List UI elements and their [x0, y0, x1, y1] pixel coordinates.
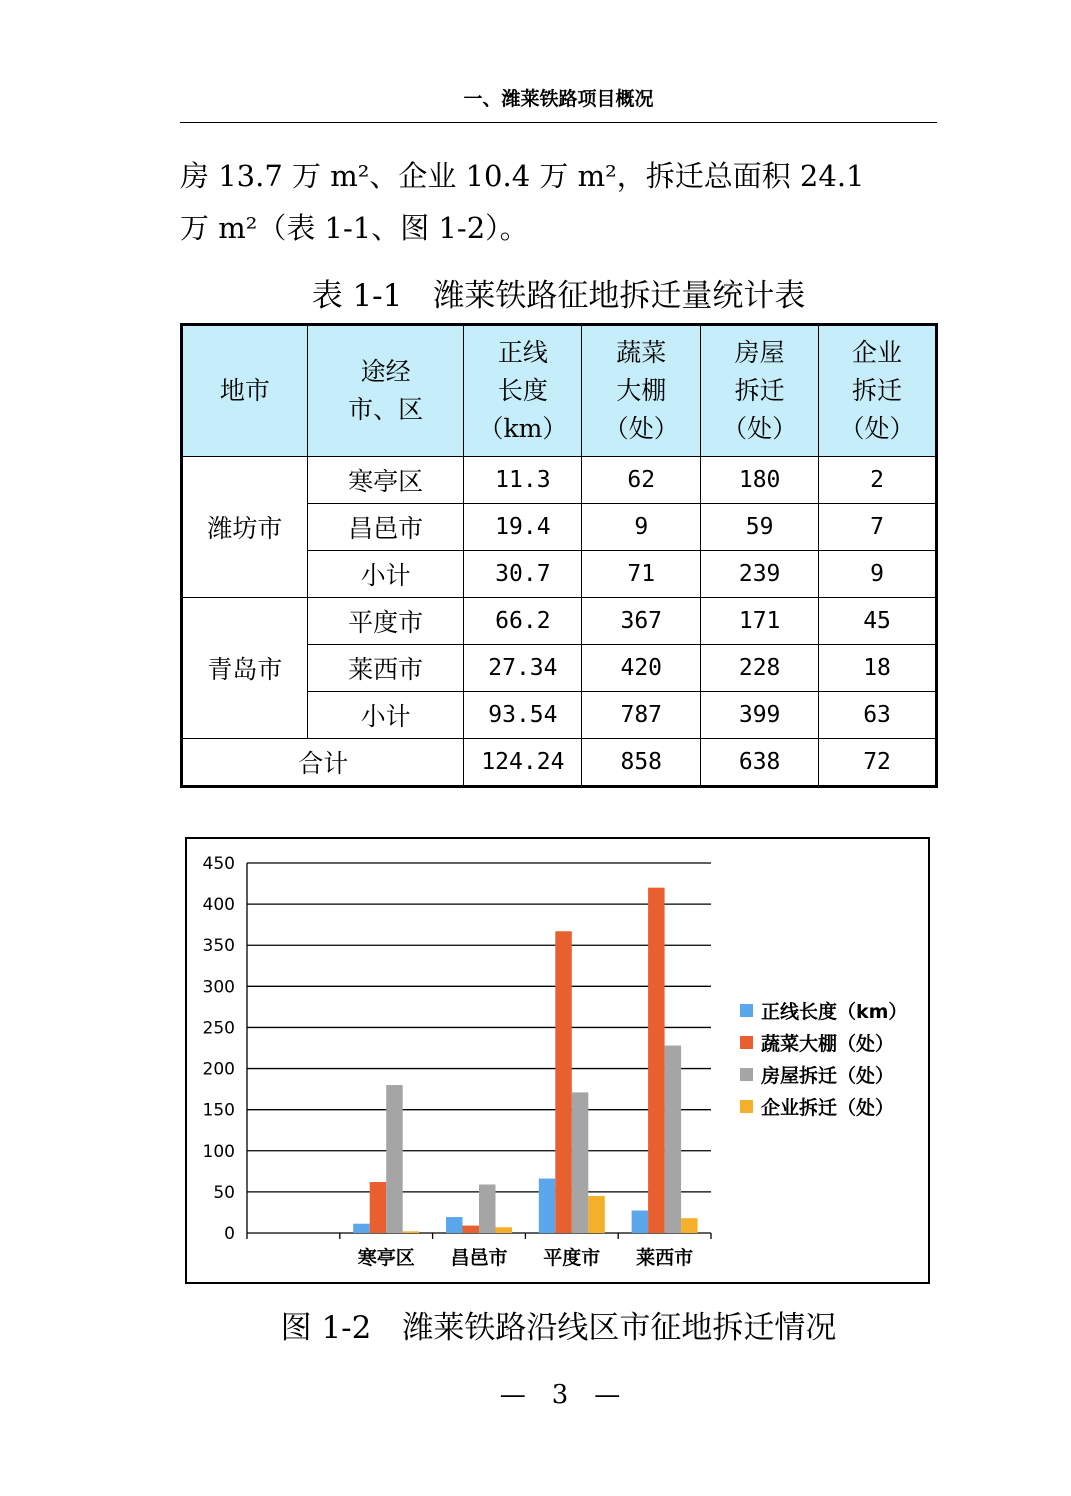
total-cell: 124.24 — [464, 739, 582, 787]
table-cell: 66.2 — [464, 598, 582, 645]
paragraph-line-2: 万 m²（表 1-1、图 1-2）。 — [180, 211, 529, 245]
header-cell: 企业 拆迁 （处） — [819, 325, 937, 457]
bar — [386, 1085, 403, 1233]
body-paragraph — [180, 150, 940, 254]
paragraph-line-1: 房 13.7 万 m²、企业 10.4 万 m²，拆迁总面积 24.1 — [180, 159, 865, 193]
table-cell: 63 — [819, 692, 937, 739]
x-tick-label: 寒亭区 — [357, 1247, 415, 1269]
city-cell: 潍坊市 — [182, 457, 308, 598]
table-cell: 19.4 — [464, 504, 582, 551]
table-cell: 171 — [701, 598, 819, 645]
stats-table — [180, 323, 938, 788]
y-tick-label: 400 — [202, 895, 235, 916]
y-tick-label: 150 — [202, 1100, 235, 1121]
legend-swatch — [740, 1100, 753, 1113]
bar — [403, 1231, 420, 1233]
y-tick-label: 300 — [202, 977, 235, 998]
chart-canvas — [187, 839, 932, 1286]
bar-chart — [185, 837, 930, 1284]
table-cell: 228 — [701, 645, 819, 692]
bar — [353, 1224, 370, 1233]
y-tick-label: 250 — [202, 1018, 235, 1039]
table-cell: 18 — [819, 645, 937, 692]
bar — [665, 1046, 682, 1233]
total-cell: 638 — [701, 739, 819, 787]
bar — [496, 1227, 513, 1233]
bar — [572, 1092, 589, 1233]
bar — [648, 888, 665, 1233]
table-cell: 787 — [582, 692, 701, 739]
table-cell: 93.54 — [464, 692, 582, 739]
y-tick-label: 450 — [202, 854, 235, 874]
table-cell: 420 — [582, 645, 701, 692]
bar — [370, 1182, 387, 1233]
table-cell: 11.3 — [464, 457, 582, 504]
table-cell: 27.34 — [464, 645, 582, 692]
table-cell: 239 — [701, 551, 819, 598]
bar — [555, 931, 572, 1233]
running-header: 一、潍莱铁路项目概况 — [463, 88, 654, 110]
total-cell: 858 — [582, 739, 701, 787]
table-cell: 59 — [701, 504, 819, 551]
table-cell: 62 — [582, 457, 701, 504]
header-cell: 房屋 拆迁 （处） — [701, 325, 819, 457]
page-number: — 3 — — [499, 1380, 621, 1410]
bar — [539, 1179, 556, 1233]
legend-label: 蔬菜大棚（处） — [761, 1033, 895, 1055]
y-tick-label: 50 — [213, 1182, 235, 1203]
y-tick-label: 200 — [202, 1059, 235, 1080]
bar — [446, 1217, 463, 1233]
table-cell: 399 — [701, 692, 819, 739]
legend-swatch — [740, 1004, 753, 1017]
legend-label: 企业拆迁（处） — [761, 1097, 895, 1119]
table-cell: 寒亭区 — [307, 457, 464, 504]
table-cell: 昌邑市 — [307, 504, 464, 551]
x-tick-label: 莱西市 — [636, 1247, 694, 1269]
city-cell: 青岛市 — [182, 598, 308, 739]
header-cell: 正线 长度 （km） — [464, 325, 582, 457]
bar — [588, 1196, 605, 1233]
y-tick-label: 350 — [202, 936, 235, 957]
x-tick-label: 平度市 — [543, 1247, 601, 1269]
x-tick-label: 昌邑市 — [450, 1247, 508, 1269]
header-cell: 蔬菜 大棚 （处） — [582, 325, 701, 457]
table-cell: 莱西市 — [307, 645, 464, 692]
y-tick-label: 100 — [202, 1141, 235, 1162]
table-cell: 45 — [819, 598, 937, 645]
table-cell: 平度市 — [307, 598, 464, 645]
header-rule — [180, 122, 937, 123]
total-cell: 72 — [819, 739, 937, 787]
table-cell: 30.7 — [464, 551, 582, 598]
legend-swatch — [740, 1068, 753, 1081]
legend-label: 房屋拆迁（处） — [761, 1065, 895, 1087]
bar — [479, 1184, 496, 1233]
legend-label: 正线长度（km） — [761, 1001, 908, 1023]
legend-swatch — [740, 1036, 753, 1049]
table-cell: 小计 — [307, 551, 464, 598]
total-label: 合计 — [182, 739, 464, 787]
table-cell: 2 — [819, 457, 937, 504]
bar — [463, 1226, 480, 1233]
total-row — [182, 739, 937, 787]
bar — [681, 1218, 698, 1233]
table-cell: 71 — [582, 551, 701, 598]
y-tick-label: 0 — [224, 1224, 235, 1244]
table-cell: 367 — [582, 598, 701, 645]
bar — [632, 1211, 649, 1233]
table-cell: 7 — [819, 504, 937, 551]
header-cell: 地市 — [182, 325, 308, 457]
table-cell: 9 — [819, 551, 937, 598]
table-row — [182, 598, 937, 645]
table-title: 表 1-1 潍莱铁路征地拆迁量统计表 — [311, 278, 806, 314]
table-row — [182, 457, 937, 504]
table-cell: 小计 — [307, 692, 464, 739]
table-cell: 180 — [701, 457, 819, 504]
figure-caption: 图 1-2 潍莱铁路沿线区市征地拆迁情况 — [280, 1310, 837, 1346]
header-cell: 途经 市、区 — [307, 325, 464, 457]
table-header-row — [182, 325, 937, 457]
table-cell: 9 — [582, 504, 701, 551]
